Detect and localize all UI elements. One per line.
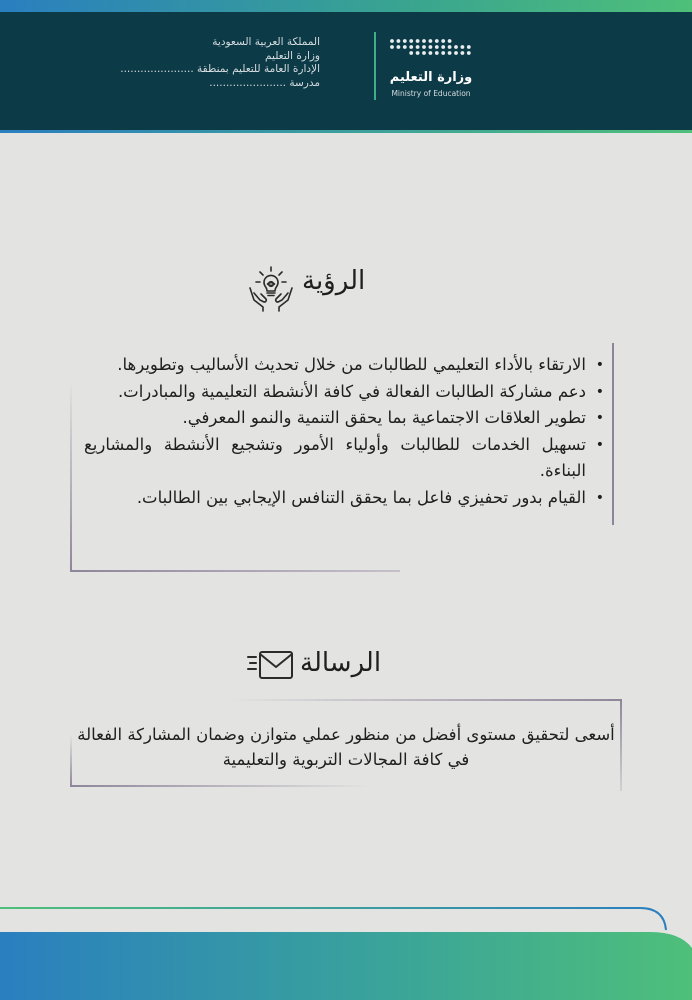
logo-dot bbox=[397, 45, 401, 49]
logo-dot bbox=[409, 39, 413, 43]
logo-dot bbox=[403, 39, 407, 43]
vision-frame-bottom bbox=[70, 570, 400, 572]
top-gradient-bar bbox=[0, 0, 692, 12]
lightbulb-hands-icon bbox=[245, 262, 297, 314]
mission-text: أسعى لتحقيق مستوى أفضل من منظور عملي متوازن وضمان المشاركة الفعالة في كافة المجالات التربوية والتعليمية bbox=[77, 725, 615, 769]
vision-frame-right bbox=[612, 343, 614, 525]
vision-frame-left bbox=[70, 380, 72, 572]
vision-title: الرؤية bbox=[302, 266, 366, 296]
logo-dot bbox=[416, 45, 420, 49]
vision-item: • تسهيل الخدمات للطالبات وأولياء الأمور وتشجيع الأنشطة والمشاريع البناءة. bbox=[84, 434, 604, 480]
logo-dot bbox=[416, 51, 420, 55]
logo-dot bbox=[441, 51, 445, 55]
logo-dot bbox=[429, 45, 433, 49]
logo-dot bbox=[454, 45, 458, 49]
logo-dot bbox=[454, 51, 458, 55]
logo-dot bbox=[441, 39, 445, 43]
logo-dot bbox=[448, 39, 452, 43]
logo-dot bbox=[409, 45, 413, 49]
logo-dot bbox=[461, 45, 465, 49]
mission-frame-top bbox=[232, 699, 622, 701]
logo-dot bbox=[422, 39, 426, 43]
logo-dot bbox=[397, 39, 401, 43]
ministry-line: وزارة التعليم bbox=[265, 49, 320, 62]
mission-frame-left bbox=[70, 735, 72, 787]
logo-dot bbox=[435, 45, 439, 49]
logo-dot bbox=[441, 45, 445, 49]
mission-title: الرسالة bbox=[300, 648, 382, 678]
logo-dot bbox=[429, 39, 433, 43]
ministry-name-ar: وزارة التعليم bbox=[389, 70, 473, 85]
logo-dot bbox=[461, 51, 465, 55]
mission-frame-right bbox=[620, 699, 622, 791]
logo-dot bbox=[390, 39, 394, 43]
school-line: مدرسة ....................... bbox=[209, 76, 320, 89]
logo-dot bbox=[422, 51, 426, 55]
region-line: الإدارة العامة للتعليم بمنطقة ...................... bbox=[120, 63, 320, 75]
logo-dot bbox=[429, 51, 433, 55]
logo-dot bbox=[448, 51, 452, 55]
logo-dot bbox=[390, 45, 394, 49]
logo-dot bbox=[467, 51, 471, 55]
vision-item: • تطوير العلاقات الاجتماعية بما يحقق التنمية والنمو المعرفي. bbox=[182, 408, 604, 427]
logo-dot bbox=[403, 45, 407, 49]
logo-dot bbox=[409, 51, 413, 55]
header-divider bbox=[374, 32, 376, 100]
header-accent-line bbox=[0, 130, 692, 133]
ministry-name-en: Ministry of Education bbox=[391, 89, 471, 98]
vision-item: • الارتقاء بالأداء التعليمي للطالبات من خلال تحديث الأساليب وتطويرها. bbox=[117, 355, 604, 374]
logo-dot bbox=[422, 45, 426, 49]
envelope-icon bbox=[246, 648, 294, 682]
vision-list bbox=[84, 352, 606, 511]
school-info bbox=[120, 36, 320, 90]
footer-wave bbox=[0, 900, 692, 1000]
logo-dot bbox=[467, 45, 471, 49]
vision-item: • القيام بدور تحفيزي فاعل بما يحقق التنافس الإيجابي بين الطالبات. bbox=[136, 487, 604, 507]
vision-item: • دعم مشاركة الطالبات الفعالة في كافة الأنشطة التعليمية والمبادرات. bbox=[117, 381, 604, 401]
logo-dot bbox=[435, 51, 439, 55]
logo-dot bbox=[448, 45, 452, 49]
logo-dot bbox=[416, 39, 420, 43]
mission-frame-bottom bbox=[70, 785, 370, 787]
header-banner bbox=[0, 12, 692, 130]
logo-dot bbox=[435, 39, 439, 43]
country-line: المملكة العربية السعودية bbox=[212, 36, 320, 48]
